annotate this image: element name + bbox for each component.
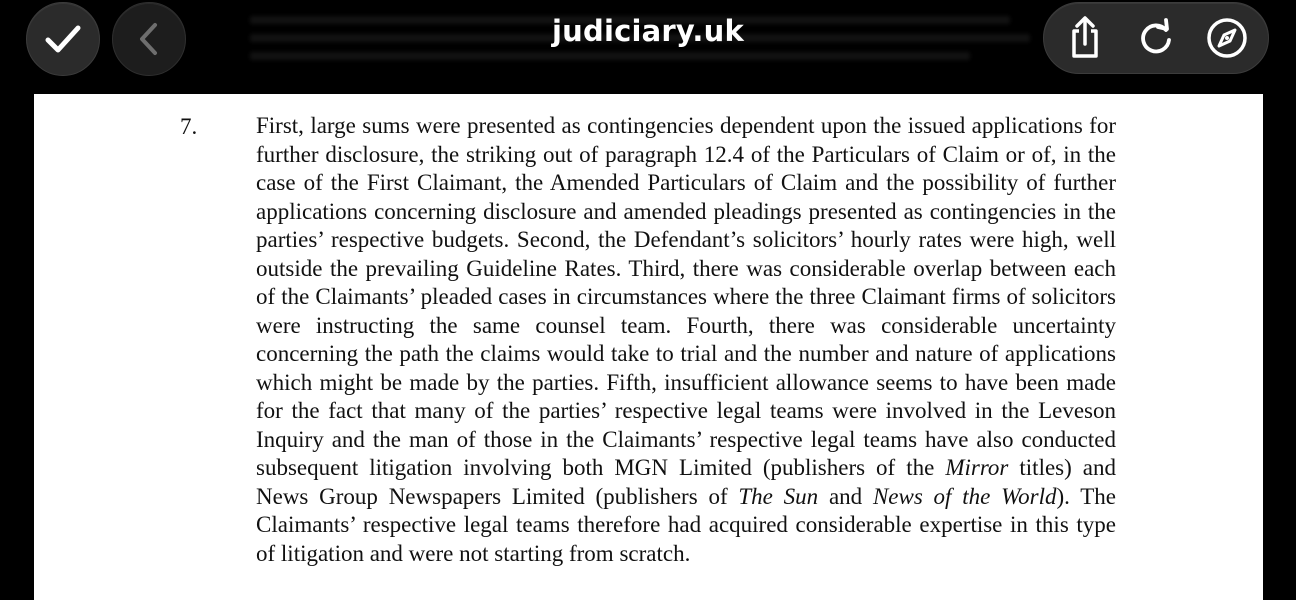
italic-title-mirror: Mirror xyxy=(945,455,1009,480)
paragraph-segment: titles) and News Group Newspapers Limited (publishers of xyxy=(256,455,1116,509)
paragraph-segment: and xyxy=(818,483,873,509)
italic-title-news-of-the-world: News of the World xyxy=(872,483,1057,509)
reload-button[interactable] xyxy=(1126,8,1186,68)
share-icon xyxy=(1065,16,1105,60)
italic-title-the-sun: The Sun xyxy=(738,483,819,509)
paragraph-segment: ). The Claimants’ respective legal teams therefore had acquired considerable expertise in this type of litigation and were not starting from scratch. xyxy=(256,483,1117,566)
paragraph-segment: First, large sums were presented as contingencies dependent upon the issued applications for further disclosure, the striking out of paragraph 12.4 of the Particulars of Claim or of, in the case of the First Claimant, the Amended Particulars of Claim and the possibility of further applications concerning disclosure and amended pleadings presented as contingencies in the parties’ respective budgets. Second, the Defendant’s solicitors’ hourly rates were high, well outside the prevailing Guideline Rates. Third, there was considerable overlap between each of the Claimants’ pleaded cases in circumstances where the three Claimant firms of solicitors were instructing the same counsel team. Fourth, there was considerable uncertainty concerning the path the claims would take to trial and the number and nature of applications which might be made by the parties. Fifth, insufficient allowance seems to have been made for the fact that many of the parties’ respective legal teams were involved in the Leveson Inquiry and the man of those in the Claimants’ respective legal teams have also conducted subsequent litigation involving both MGN Limited (publishers of the xyxy=(256,113,1116,480)
share-button[interactable] xyxy=(1055,8,1115,68)
paragraph-text xyxy=(256,112,1116,568)
browser-toolbar xyxy=(0,0,1296,94)
compass-icon xyxy=(1205,16,1249,60)
actions-group xyxy=(1043,2,1269,74)
domain-label[interactable]: judiciary.uk xyxy=(552,14,744,48)
open-in-safari-button[interactable] xyxy=(1197,8,1257,68)
paragraph-number: 7. xyxy=(180,114,198,139)
document-page xyxy=(34,94,1263,600)
reload-icon xyxy=(1136,18,1176,58)
